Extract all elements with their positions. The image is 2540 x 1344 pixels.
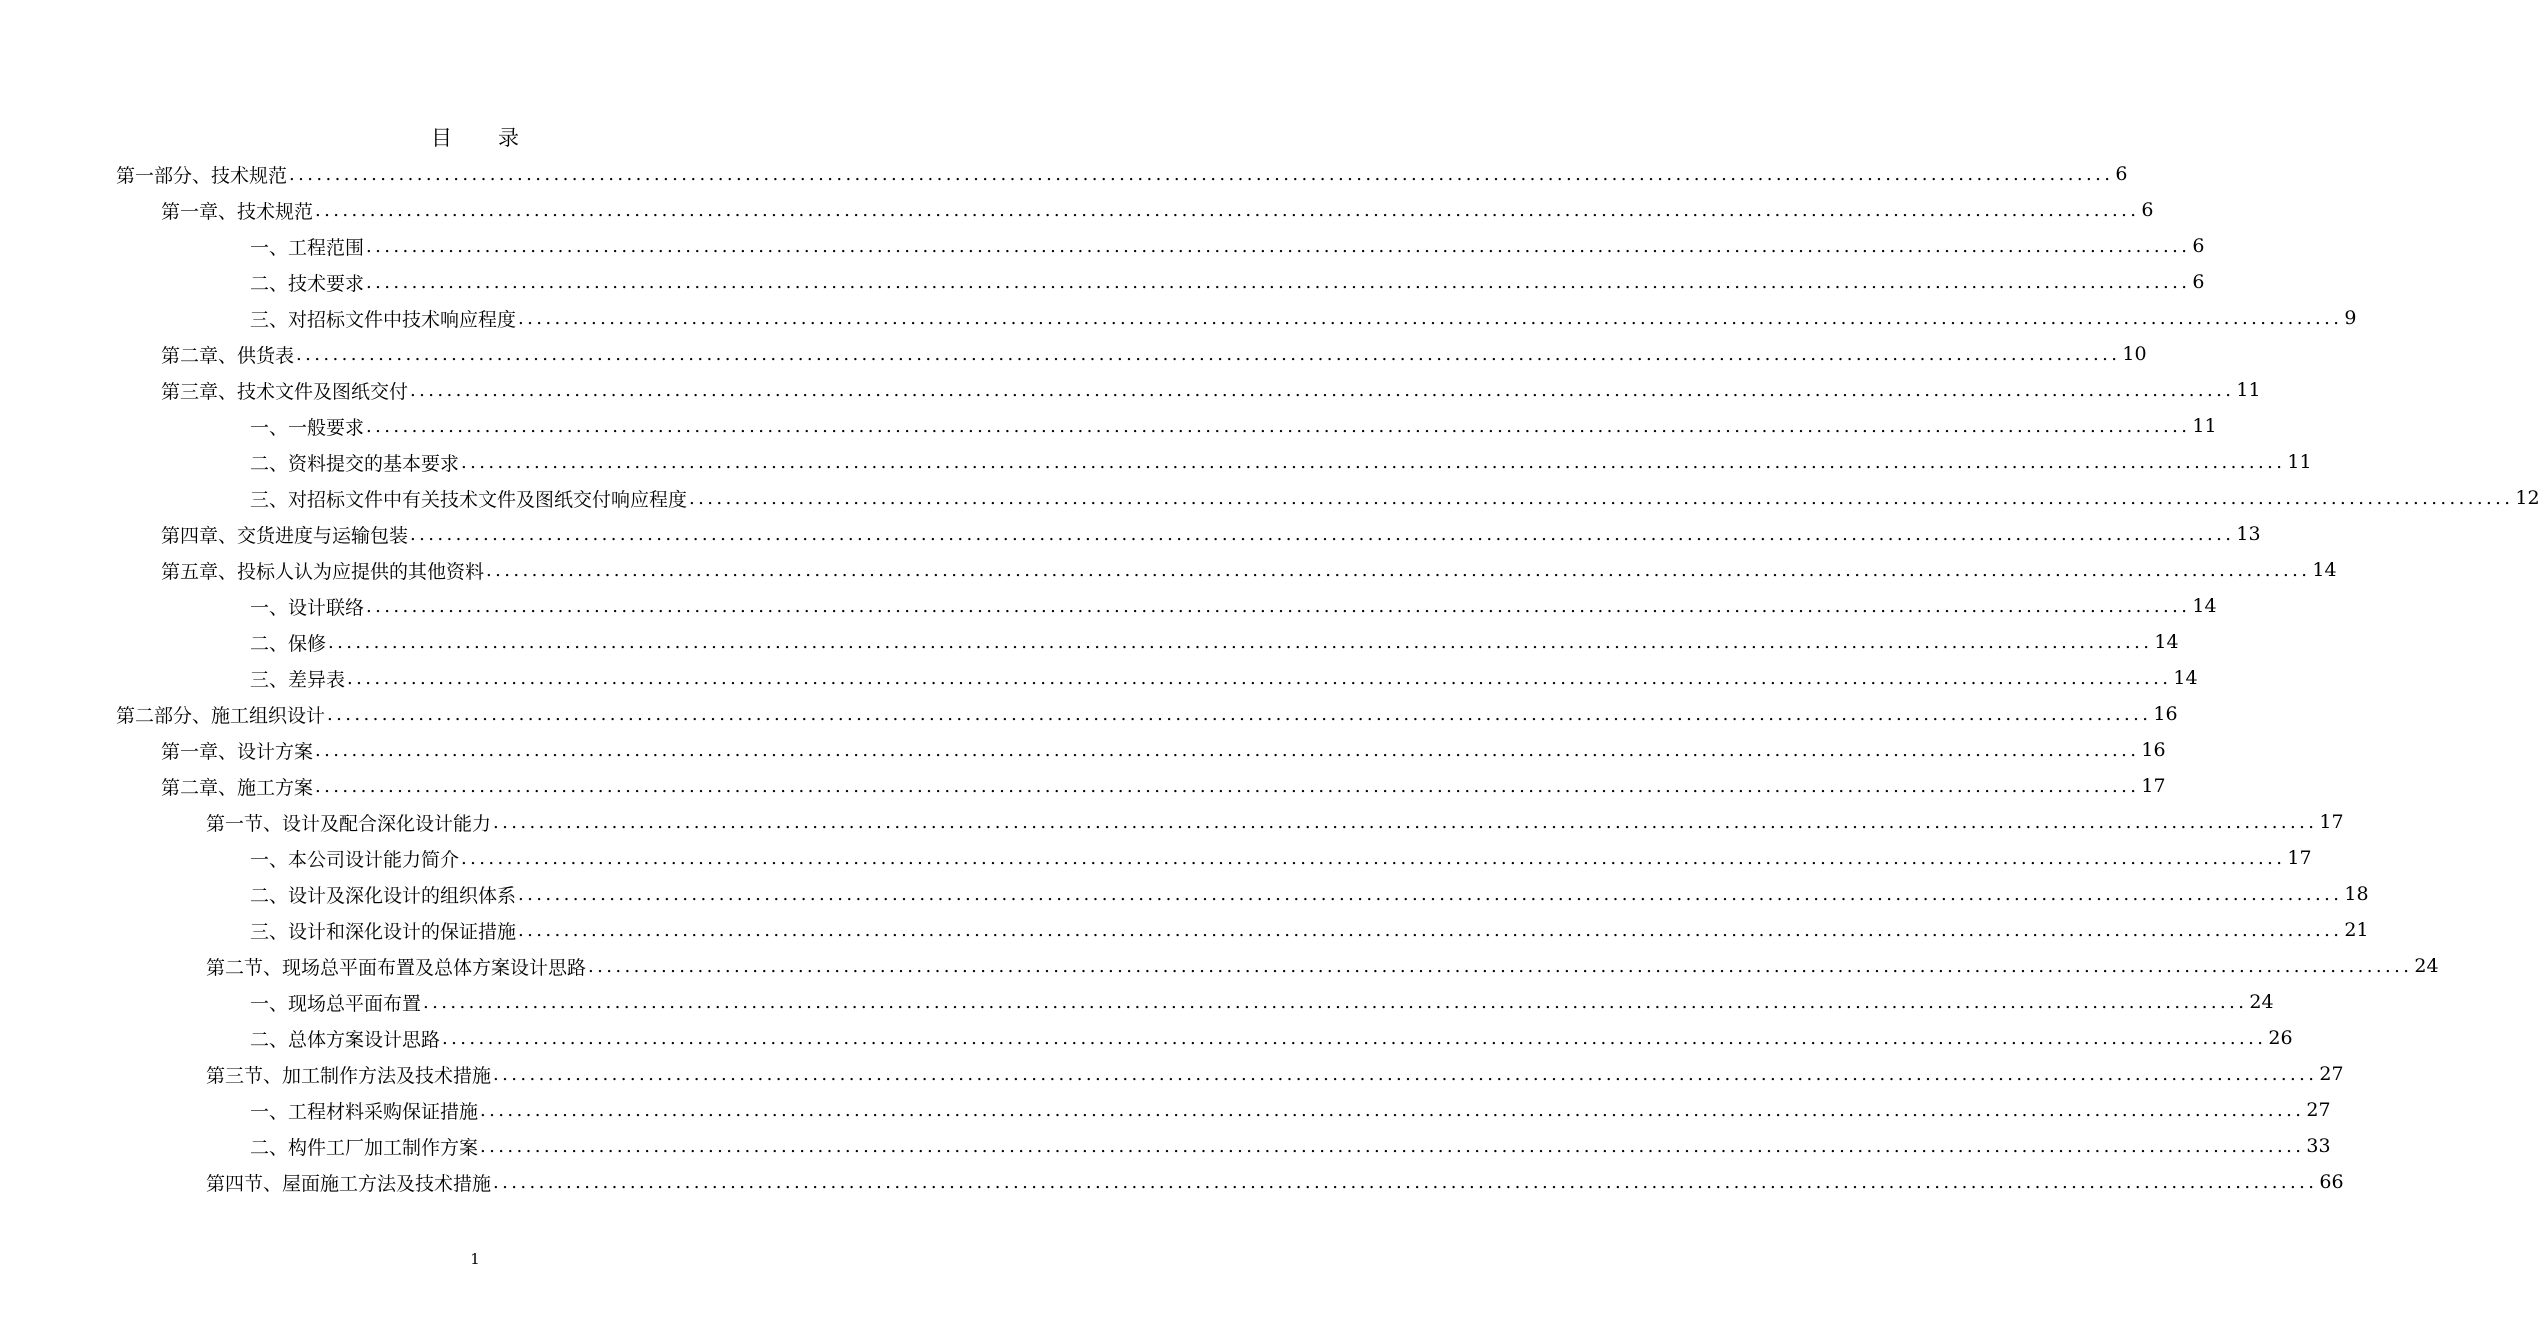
toc-title: 目录 [431,126,565,150]
toc-entry-text: 二、设计及深化设计的组织体系 [250,884,517,907]
toc-entry[interactable] [0,1056,2344,1092]
toc-entry-page: 13 [2236,523,2261,545]
toc-entry-page: 16 [2141,739,2166,761]
toc-entry-text: 第一章、设计方案 [161,740,314,763]
toc-leader-dots: ........................................................................................................................................................................................................ [366,271,2191,293]
toc-entry-page: 14 [2312,559,2337,581]
toc-entry[interactable] [0,264,2205,300]
toc-entry-page: 9 [2344,307,2357,329]
toc-entry[interactable] [0,336,2147,372]
toc-entry-page: 24 [2249,991,2274,1013]
toc-entry-page: 26 [2268,1027,2293,1049]
page-number: 1 [470,1250,480,1268]
toc-entry[interactable] [0,660,2198,696]
toc-leader-dots: ........................................................................................................................................................................................................ [518,307,2343,329]
toc-entry-text: 第二节、现场总平面布置及总体方案设计思路 [206,956,587,979]
toc-entry-page: 17 [2141,775,2166,797]
toc-entry-page: 11 [2287,451,2312,473]
toc-leader-dots: ........................................................................................................................................................................................................ [315,775,2140,797]
toc-leader-dots: ........................................................................................................................................................................................................ [480,1135,2305,1157]
toc-entry-text: 第二部分、施工组织设计 [116,704,326,727]
toc-entry-page: 11 [2236,379,2261,401]
toc-entry[interactable] [0,732,2166,768]
toc-leader-dots: ........................................................................................................................................................................................................ [493,1171,2318,1193]
toc-entry[interactable] [0,300,2357,336]
toc-entry-text: 三、对招标文件中技术响应程度 [250,308,517,331]
toc-entry[interactable] [0,912,2369,948]
toc-entry-page: 24 [2414,955,2439,977]
toc-leader-dots: ........................................................................................................................................................................................................ [480,1099,2305,1121]
toc-entry-text: 二、资料提交的基本要求 [250,452,460,475]
toc-entry[interactable] [0,1128,2331,1164]
toc-entry-page: 17 [2319,811,2344,833]
toc-entry[interactable] [0,840,2312,876]
toc-entry-page: 6 [2141,199,2154,221]
toc-entry[interactable] [0,804,2344,840]
toc-entry-page: 6 [2192,271,2205,293]
toc-entry-page: 21 [2344,919,2369,941]
toc-entry-text: 第四章、交货进度与运输包装 [161,524,409,547]
toc-entry-page: 27 [2319,1063,2344,1085]
toc-entry-page: 10 [2122,343,2147,365]
toc-entry[interactable] [0,624,2179,660]
toc-entry-text: 一、现场总平面布置 [250,992,422,1015]
toc-entry-text: 三、对招标文件中有关技术文件及图纸交付响应程度 [250,488,688,511]
toc-leader-dots: ........................................................................................................................................................................................................ [410,379,2235,401]
toc-entry[interactable] [0,372,2261,408]
toc-entry-text: 第一章、技术规范 [161,200,314,223]
toc-leader-dots: ........................................................................................................................................................................................................ [493,1063,2318,1085]
toc-entry-page: 6 [2192,235,2205,257]
toc-entry[interactable] [0,1020,2293,1056]
toc-entry-page: 33 [2306,1135,2331,1157]
toc-entry[interactable] [0,1092,2331,1128]
toc-leader-dots: ........................................................................................................................................................................................................ [347,667,2172,689]
toc-leader-dots: ........................................................................................................................................................................................................ [486,559,2311,581]
toc-entry[interactable] [0,192,2154,228]
toc-entry[interactable] [0,444,2312,480]
toc-leader-dots: ........................................................................................................................................................................................................ [289,163,2114,185]
toc-entry-text: 二、构件工厂加工制作方案 [250,1136,479,1159]
toc-entry-text: 一、工程材料采购保证措施 [250,1100,479,1123]
toc-leader-dots: ........................................................................................................................................................................................................ [689,487,2514,509]
toc-entry-page: 6 [2115,163,2128,185]
toc-entry[interactable] [0,228,2205,264]
toc-entry-text: 第五章、投标人认为应提供的其他资料 [161,560,485,583]
toc-list [0,156,2540,1200]
toc-entry-text: 第一节、设计及配合深化设计能力 [206,812,492,835]
toc-entry[interactable] [0,552,2337,588]
toc-entry-page: 14 [2173,667,2198,689]
toc-entry[interactable] [0,696,2178,732]
toc-entry-text: 一、本公司设计能力简介 [250,848,460,871]
toc-leader-dots: ........................................................................................................................................................................................................ [366,415,2191,437]
toc-leader-dots: ........................................................................................................................................................................................................ [410,523,2235,545]
toc-leader-dots: ........................................................................................................................................................................................................ [366,235,2191,257]
toc-entry[interactable] [0,948,2439,984]
toc-leader-dots: ........................................................................................................................................................................................................ [588,955,2413,977]
toc-entry[interactable] [0,408,2217,444]
toc-entry-page: 12 [2515,487,2540,509]
toc-entry[interactable] [0,156,2128,192]
toc-entry-text: 三、设计和深化设计的保证措施 [250,920,517,943]
toc-entry[interactable] [0,768,2166,804]
toc-entry-text: 第一部分、技术规范 [116,164,288,187]
toc-leader-dots: ........................................................................................................................................................................................................ [518,919,2343,941]
toc-entry-page: 66 [2319,1171,2344,1193]
toc-leader-dots: ........................................................................................................................................................................................................ [461,451,2286,473]
toc-entry[interactable] [0,876,2369,912]
toc-entry-text: 第三章、技术文件及图纸交付 [161,380,409,403]
toc-entry[interactable] [0,1164,2344,1200]
toc-entry-page: 14 [2154,631,2179,653]
toc-leader-dots: ........................................................................................................................................................................................................ [327,703,2152,725]
toc-entry[interactable] [0,480,2540,516]
toc-leader-dots: ........................................................................................................................................................................................................ [296,343,2121,365]
toc-entry-text: 三、差异表 [250,668,346,691]
toc-entry-page: 11 [2192,415,2217,437]
toc-entry-page: 16 [2153,703,2178,725]
toc-entry-text: 二、保修 [250,632,327,655]
toc-entry-text: 第四节、屋面施工方法及技术措施 [206,1172,492,1195]
toc-entry-page: 17 [2287,847,2312,869]
toc-leader-dots: ........................................................................................................................................................................................................ [461,847,2286,869]
toc-entry[interactable] [0,516,2261,552]
toc-entry-page: 18 [2344,883,2369,905]
toc-leader-dots: ........................................................................................................................................................................................................ [328,631,2153,653]
toc-entry-page: 14 [2192,595,2217,617]
toc-leader-dots: ........................................................................................................................................................................................................ [518,883,2343,905]
toc-entry[interactable] [0,984,2274,1020]
toc-entry-text: 第二章、施工方案 [161,776,314,799]
toc-entry-text: 二、技术要求 [250,272,365,295]
toc-leader-dots: ........................................................................................................................................................................................................ [315,739,2140,761]
toc-leader-dots: ........................................................................................................................................................................................................ [423,991,2248,1013]
toc-leader-dots: ........................................................................................................................................................................................................ [366,595,2191,617]
toc-leader-dots: ........................................................................................................................................................................................................ [493,811,2318,833]
toc-entry-page: 27 [2306,1099,2331,1121]
toc-entry-text: 二、总体方案设计思路 [250,1028,441,1051]
toc-entry-text: 第三节、加工制作方法及技术措施 [206,1064,492,1087]
toc-leader-dots: ........................................................................................................................................................................................................ [315,199,2140,221]
toc-entry-text: 一、一般要求 [250,416,365,439]
toc-leader-dots: ........................................................................................................................................................................................................ [442,1027,2267,1049]
toc-entry-text: 一、设计联络 [250,596,365,619]
toc-entry-text: 第二章、供货表 [161,344,295,367]
toc-entry-text: 一、工程范围 [250,236,365,259]
toc-entry[interactable] [0,588,2217,624]
